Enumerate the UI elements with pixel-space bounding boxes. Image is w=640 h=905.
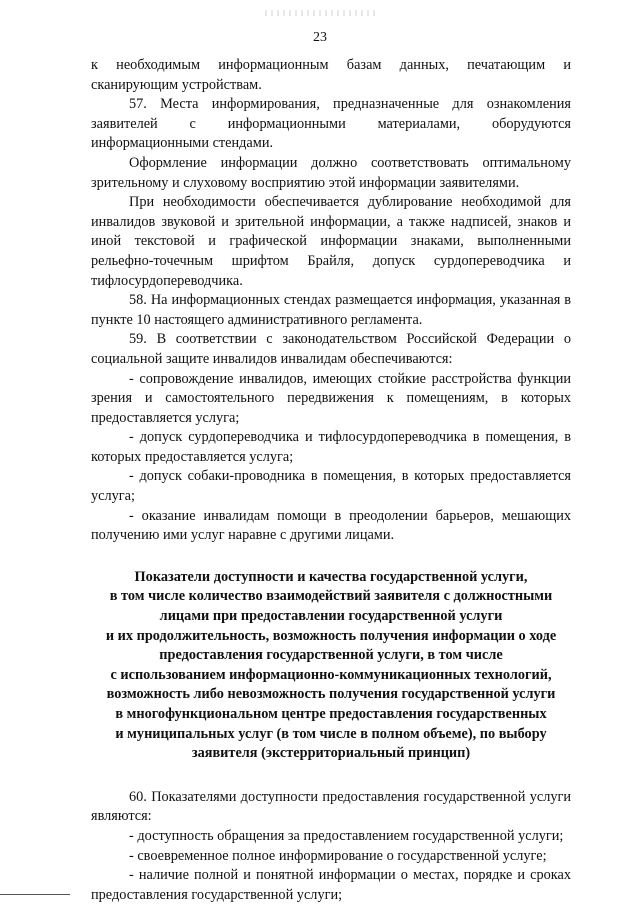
section-heading-line: с использованием информационно-коммуникационных технологий, [110,666,552,683]
section-heading-line: заявителя (экстерриториальный принцип) [191,745,471,762]
paragraph: При необходимости обеспечивается дублирование необходимой для инвалидов звуковой и зрительной информации, а также надписей, знаков и иной текстовой и графической информации знаками, выполненными рельефно-точечным шрифтом Брайля, допуск сурдопереводчика и тифлосурдопереводчика. [91,194,571,289]
page-number: 23 [313,30,327,45]
section-heading-line: в том числе количество взаимодействий заявителя с должностными [109,588,553,605]
section-heading-line: и муниципальных услуг (в том числе в полном объеме), по выбору [115,725,547,742]
paragraph: к необходимым информационным базам данных, печатающим и сканирующим устройствам. [91,57,571,93]
paragraph: - своевременное полное информирование о государственной услуге; [129,847,547,864]
paragraph: - допуск собаки-проводника в помещения, в которых предоставляется услуга; [91,468,571,505]
section-heading-line: возможность либо невозможность получения государственной услуги [106,686,556,703]
document-body [91,56,571,905]
paragraph: - допуск сурдопереводчика и тифлосурдопереводчика в помещения, в которых предоставляется услуга; [91,429,571,465]
paragraph: 57. Места информирования, предназначенные для ознакомления заявителей с информационными материалами, оборудуются информационными стендами. [91,96,571,152]
paragraph: - наличие полной и понятной информации о местах, порядке и сроках предоставления государственной услуги; [91,867,571,903]
section-heading-line: Показатели доступности и качества государственной услуги, [134,568,528,585]
section-heading-line: предоставления государственной услуги, в том числе [159,647,503,664]
paragraph: 58. На информационных стендах размещается информация, указанная в пункте 10 настоящего административного регламента. [91,292,571,328]
paragraphs-bottom [91,788,571,905]
section-heading-line: и их продолжительность, возможность получения информации о ходе [105,627,557,644]
paragraph: - доступность обращения за предоставлением государственной услуги; [129,827,564,844]
paragraph: 60. Показателями доступности предоставления государственной услуги являются: [91,788,571,825]
scan-artifact [265,10,375,16]
section-heading-line: в многофункциональном центре предоставления государственных [115,706,547,722]
paragraph: - сопровождение инвалидов, имеющих стойкие расстройства функции зрения и самостоятельного передвижения к помещениям, в которых предоставляется услуга; [91,370,571,426]
footer-rule [0,894,70,895]
paragraph: - оказание инвалидам помощи в преодолении барьеров, мешающих получению ими услуг наравне с другими лицами. [91,507,571,544]
paragraph: 59. В соответствии с законодательством Российской Федерации о социальной защите инвалидов инвалидам обеспечиваются: [91,331,571,367]
section-heading [91,568,571,764]
section-heading-line: лицами при предоставлении государственной услуги [159,608,503,625]
paragraphs-top [91,56,571,546]
paragraph: Оформление информации должно соответствовать оптимальному зрительному и слуховому восприятию этой информации заявителями. [91,154,571,191]
